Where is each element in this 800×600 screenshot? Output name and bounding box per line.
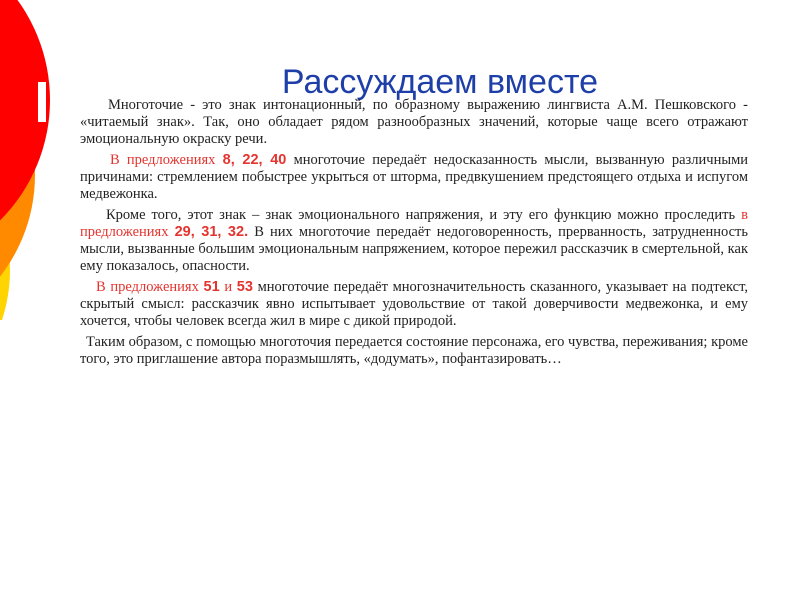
- sentence-number-51: 51: [203, 279, 220, 295]
- sentence-ref-lead: В предложениях: [96, 279, 204, 295]
- sentence-number-53: 53: [236, 279, 253, 295]
- sentence-numbers: 8, 22, 40: [222, 152, 287, 168]
- paragraph-5: Таким образом, с помощью многоточия передается состояние персонажа, его чувства, переживания; кроме того, это приглашение автора поразмышлять, «додумать», пофантазировать…: [80, 334, 748, 367]
- sentence-ref-lead: в предложениях: [80, 207, 748, 240]
- sentence-ref-lead: В предложениях: [110, 152, 223, 168]
- paragraph-4-text: многоточие передаёт многозначительность сказанного, указывает на подтекст, скрытый смысл: рассказчик явно испытывает удовольствие от такой доверчивости медвежонка, и ему хочется, чтобы человек всегда жил в мире с дикой природой.: [80, 279, 748, 329]
- paragraph-3-intro: Кроме того, этот знак – знак эмоционального напряжения, и эту его функцию можно проследить: [106, 207, 742, 223]
- decorative-circles: [0, 0, 60, 320]
- slide-title: Рассуждаем вместе: [281, 62, 599, 101]
- conjunction: и: [219, 279, 237, 295]
- paragraph-2: [80, 152, 748, 203]
- paragraph-1: Многоточие - это знак интонационный, по образному выражению лингвиста А.М. Пешковского - «читаемый знак». Так, оно обладает рядом разнообразных значений, которые чаще всего отражают эмоциональную окраску речи.: [80, 97, 748, 147]
- paragraph-2-text: многоточие передаёт недосказанность мысли, вызванную различными причинами: стремлением побыстрее укрыться от шторма, предвкушением предстоящего отдыха и испугом медвежонка.: [80, 152, 749, 202]
- slide-body: [80, 97, 748, 372]
- sentence-numbers: 29, 31, 32.: [174, 224, 249, 240]
- paragraph-3: [80, 207, 748, 275]
- paragraph-4: [80, 279, 748, 330]
- paragraph-3-text: В них многоточие передаёт недоговоренность, прерванность, затрудненность мысли, вызванные большим эмоциональным напряжением, которое пережил рассказчик в смертельной, как ему показалось, опасности.: [80, 224, 748, 274]
